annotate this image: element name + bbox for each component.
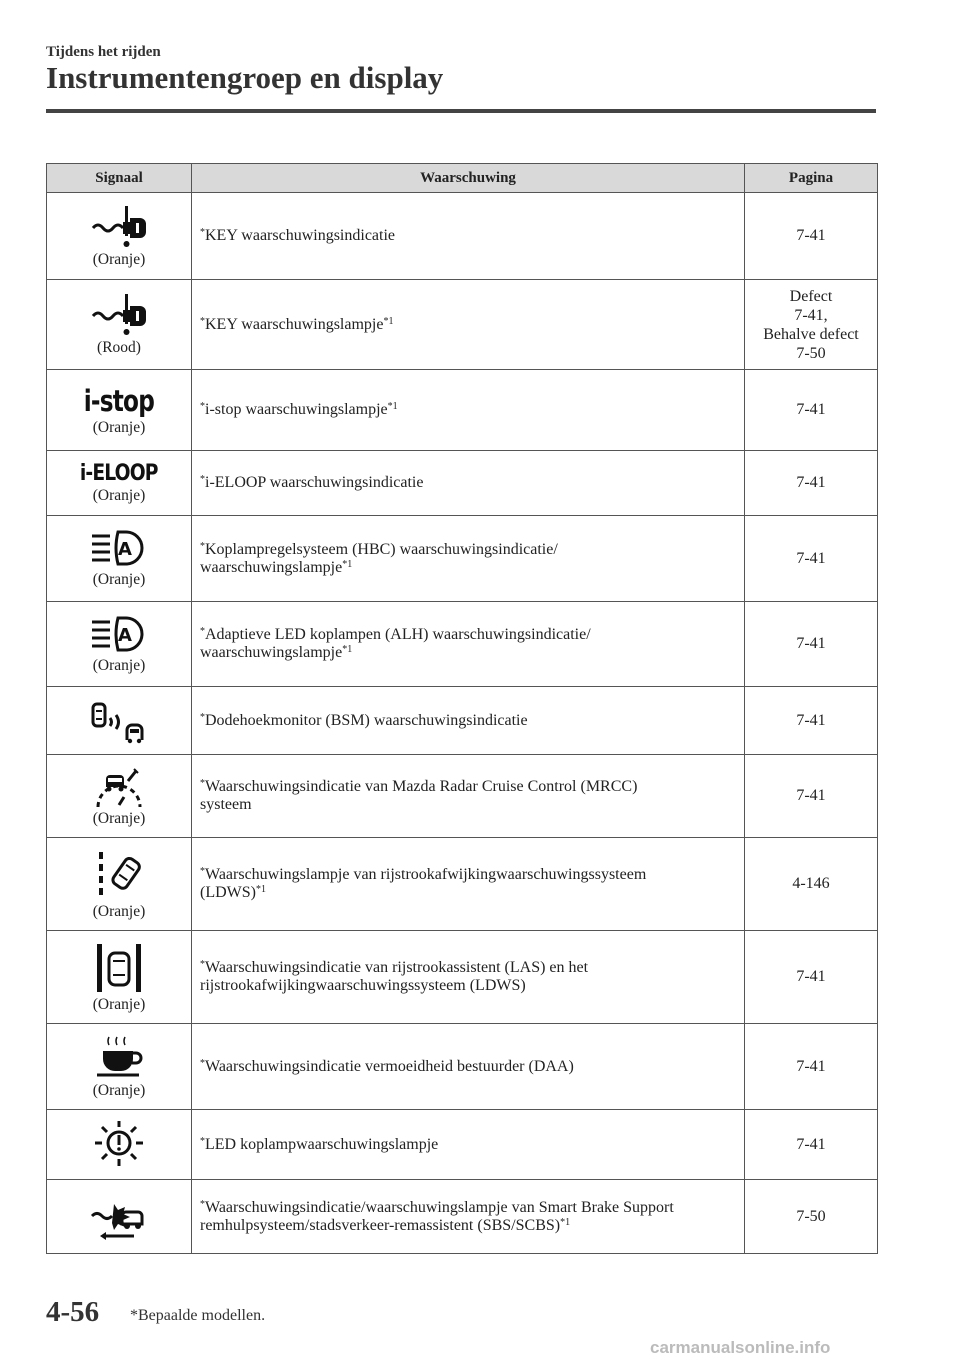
warning-text: KEY waarschuwingslampje [205,315,384,333]
auto-letter: A [118,539,132,560]
warning-text-cell [192,370,745,451]
page-title: Instrumentengroep en display [46,60,444,95]
column-header-signaal: Signaal [47,164,192,193]
signal-cell [47,755,192,838]
table-row [47,1180,878,1254]
page-cell [745,280,878,370]
icon-color-label: (Rood) [97,339,141,356]
model-asterisk: * [200,1198,205,1210]
smart-brake-icon [55,1192,183,1240]
warning-text-cell [192,193,745,280]
model-asterisk: * [200,315,205,327]
table-row [47,687,878,755]
page-reference: 7-41, [794,306,828,324]
warning-text-cell [192,1180,745,1254]
lane-departure-icon [55,848,183,902]
warning-text-cell [192,931,745,1024]
model-asterisk: * [200,227,205,238]
page-reference: 7-41 [796,711,826,729]
icon-color-label: (Oranje) [92,418,146,436]
high-beam-auto-icon [55,528,183,570]
page-reference: 7-41 [796,635,826,652]
warning-text: Waarschuwingsindicatie vermoeidheid bestuurder (DAA) [205,1057,574,1075]
warning-text-line2: systeem [200,796,252,813]
warning-signal-table [46,163,878,1254]
page-reference: 7-41 [796,549,826,567]
footnote-ref: *1 [342,558,353,570]
warning-text-cell [192,687,745,755]
table-row [47,370,878,451]
high-beam-auto-icon [55,614,183,656]
page-cell [745,1110,878,1180]
signal-cell [47,931,192,1024]
signal-cell [47,687,192,755]
warning-text: Waarschuwingslampje van rijstrookafwijkingwaarschuwingssysteem [205,866,647,883]
warning-text: Dodehoekmonitor (BSM) waarschuwingsindicatie [205,711,528,729]
signal-cell [47,193,192,280]
model-asterisk: * [200,474,205,485]
page-cell [745,838,878,931]
model-asterisk: * [200,711,205,723]
blind-spot-monitor-icon [55,696,183,744]
page-reference: 7-41 [796,474,826,491]
page-reference: Defect [789,287,833,305]
page-reference: 7-41 [796,401,826,418]
table-header-row [47,164,878,193]
warning-text-cell [192,838,745,931]
warning-text: Adaptieve LED koplampen (ALH) waarschuwingsindicatie/ [205,626,591,643]
signal-cell [47,602,192,687]
page-cell [745,451,878,516]
page-reference: 7-41 [796,1135,826,1153]
table-row [47,838,878,931]
page-cell [745,602,878,687]
i-eloop-icon [73,460,164,486]
warning-text: i-ELOOP waarschuwingsindicatie [205,474,424,491]
warning-text-line2: rijstrookafwijkingwaarschuwingssysteem (LDWS) [200,977,526,994]
section-label: Tijdens het rijden [46,44,161,60]
icon-color-label: (Oranje) [92,902,146,920]
warning-text: i-stop waarschuwingslampje [205,401,388,418]
page-cell [745,1024,878,1110]
signal-cell [47,451,192,516]
warning-text-cell [192,1110,745,1180]
model-asterisk: * [200,1057,205,1069]
page-cell [745,687,878,755]
warning-text: Waarschuwingsindicatie van rijstrookassistent (LAS) en het [205,959,589,976]
column-header-pagina: Pagina [745,164,878,193]
signal-cell [47,1024,192,1110]
page-cell [745,931,878,1024]
title-rule [46,109,876,113]
page-reference: 7-50 [796,1207,826,1225]
signal-cell [47,1110,192,1180]
icon-color-label: (Oranje) [92,995,146,1013]
page-cell [745,1180,878,1254]
i-eloop-icon-label: i-ELOOP [80,460,158,486]
table-row [47,755,878,838]
lane-assist-icon [55,941,183,995]
model-asterisk: * [200,540,205,552]
icon-color-label: (Oranje) [92,250,146,268]
footnote-ref: *1 [255,884,266,895]
warning-text-cell [192,1024,745,1110]
page-cell [745,370,878,451]
icon-color-label: (Oranje) [92,656,146,674]
signal-cell [47,1180,192,1254]
page-cell [745,755,878,838]
warning-text: Waarschuwingsindicatie van Mazda Radar Cruise Control (MRCC) [205,778,638,795]
coffee-cup-icon [55,1033,183,1081]
page-cell [745,193,878,280]
icon-color-label: (Oranje) [92,486,146,504]
model-asterisk: * [200,1135,205,1147]
column-header-waarschuwing: Waarschuwing [192,164,745,193]
model-asterisk: * [200,866,205,877]
led-headlight-icon [55,1119,183,1169]
table-row [47,1110,878,1180]
table-row [47,602,878,687]
key-warning-icon [55,204,183,250]
footnote-ref: *1 [342,644,353,655]
page-reference: 7-41 [796,787,826,804]
page-reference: 7-41 [796,227,826,244]
auto-letter: A [118,624,132,646]
table-row [47,280,878,370]
footnote-ref: *1 [383,315,394,327]
page-reference: 7-41 [796,968,826,985]
model-asterisk: * [200,959,205,970]
page-reference: Behalve defect [763,325,859,343]
warning-text-cell [192,516,745,602]
icon-color-label: (Oranje) [92,809,146,827]
model-asterisk: * [200,401,205,412]
i-stop-icon [75,383,163,418]
footnote-ref: *1 [560,1216,571,1228]
table-row [47,516,878,602]
warning-text-cell [192,280,745,370]
table-row [47,193,878,280]
warning-text: LED koplampwaarschuwingslampje [205,1135,439,1153]
footnote-ref: *1 [387,401,398,412]
warning-text: Koplampregelsysteem (HBC) waarschuwingsindicatie/ [205,540,558,558]
i-stop-icon-label: i-stop [83,383,155,418]
warning-text-line2: waarschuwingslampje [200,644,343,661]
warning-text-line2: waarschuwingslampje [200,558,343,576]
key-warning-icon [55,292,183,338]
signal-cell [47,516,192,602]
page-number: 4-56 [46,1296,100,1328]
icon-color-label: (Oranje) [92,1082,146,1099]
page-reference: 7-41 [796,1057,826,1075]
page-reference: 7-50 [796,344,826,362]
page-reference: 4-146 [792,875,830,892]
footnote: *Bepaalde modellen. [130,1307,266,1324]
warning-text-cell [192,451,745,516]
icon-color-label: (Oranje) [92,571,146,588]
model-asterisk: * [200,626,205,637]
warning-text-line2: (LDWS) [200,884,256,901]
warning-text: Waarschuwingsindicatie/waarschuwingslampje van Smart Brake Support [205,1198,674,1216]
warning-text-cell [192,602,745,687]
signal-cell [47,280,192,370]
signal-cell [47,370,192,451]
warning-text-cell [192,755,745,838]
radar-cruise-icon [55,765,183,809]
table-row [47,1024,878,1110]
signal-cell [47,838,192,931]
table-row [47,451,878,516]
table-row [47,931,878,1024]
warning-text: KEY waarschuwingsindicatie [205,227,396,244]
page-cell [745,516,878,602]
model-asterisk: * [200,778,205,789]
watermark: carmanualsonline.info [650,1338,831,1357]
warning-text-line2: remhulpsysteem/stadsverkeer-remassistent (SBS/SCBS) [200,1216,561,1234]
